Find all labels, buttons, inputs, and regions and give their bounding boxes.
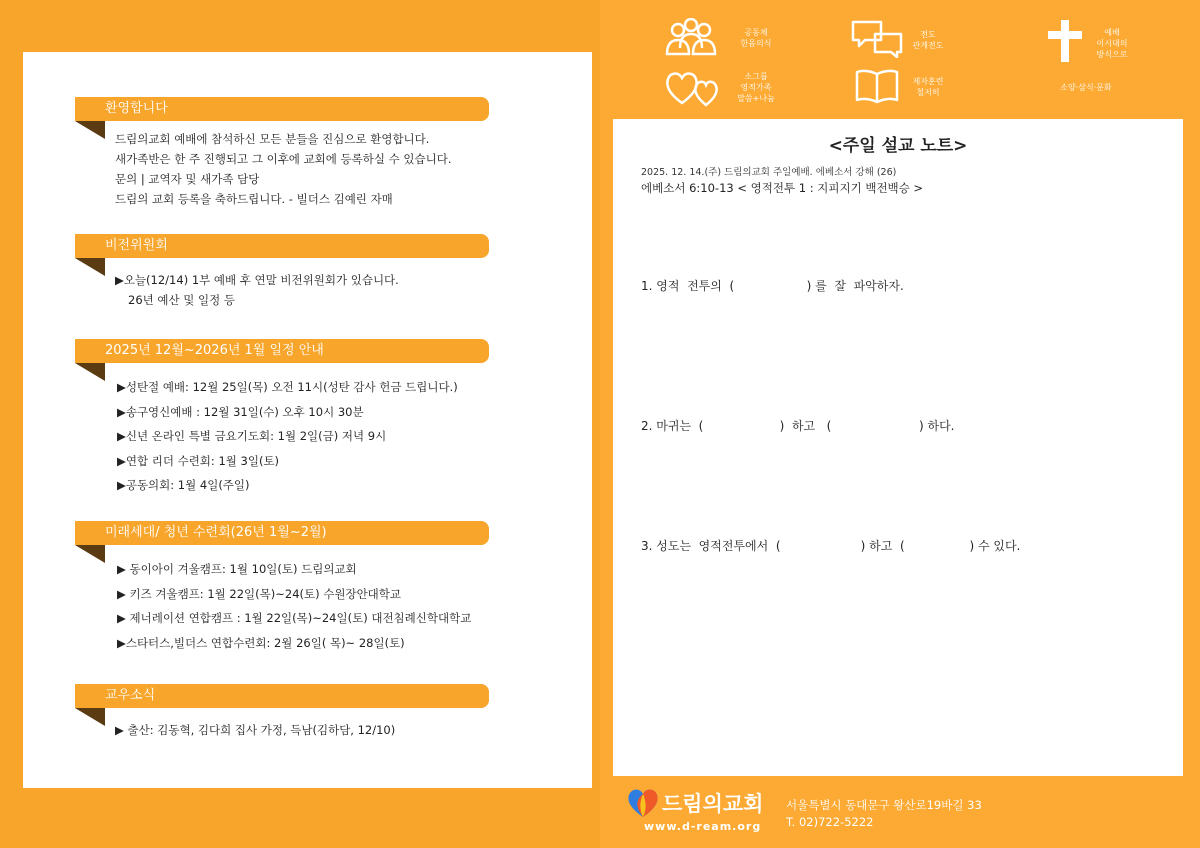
value-label-culture — [1048, 82, 1124, 93]
section-title: 환영합니다 — [75, 97, 489, 121]
label-line: 예배 — [1104, 28, 1120, 37]
text-line: 드림의교회 예배에 참석하신 모든 분들을 진심으로 환영합니다. — [115, 132, 430, 146]
section-title: 비전위원회 — [75, 234, 489, 258]
section-title: 2025년 12월~2026년 1월 일정 안내 — [75, 339, 489, 363]
section-body — [75, 270, 495, 310]
label-line: 방식으로 — [1096, 50, 1128, 59]
label-line: 공동체 — [744, 28, 768, 37]
list-item: ▶신년 온라인 특별 금요기도회: 1월 2일(금) 저녁 9시 — [117, 429, 387, 443]
list-item: ▶ 출산: 김동혁, 김다희 집사 가정, 득남(김하담, 12/10) — [115, 723, 396, 737]
announcements-panel — [23, 52, 592, 788]
value-label — [726, 71, 786, 104]
value-discipleship — [854, 68, 900, 104]
value-label — [726, 27, 786, 49]
list-item: ▶스타터스,빌더스 연합수련회: 2월 26일( 목)~ 28일(토) — [117, 635, 405, 650]
church-address: 서울특별시 동대문구 왕산로19바길 33 — [786, 798, 982, 812]
text-line: 26년 예산 및 일정 등 — [128, 293, 236, 307]
text-line: 새가족반은 한 주 진행되고 그 이후에 교회에 등록하실 수 있습니다. — [115, 152, 452, 166]
label-line: 철저히 — [916, 88, 940, 97]
list-item: ▶공동의회: 1월 4일(주일) — [117, 478, 250, 492]
text-line: 드림의 교회 등록을 축하드립니다. - 빌더스 김예린 자매 — [115, 192, 393, 206]
label-line: 전도 — [920, 30, 936, 39]
section-title: 미래세대/ 청년 수련회(26년 1월~2월) — [75, 521, 489, 545]
section-welcome — [75, 97, 495, 209]
value-label — [898, 76, 958, 98]
label-line: 소양·삼식·문화 — [1060, 83, 1112, 92]
value-label — [1082, 27, 1142, 60]
section-retreats — [75, 521, 495, 655]
value-small-group — [664, 69, 722, 107]
section-vision-committee — [75, 234, 495, 310]
chat-bubbles-icon — [851, 20, 905, 58]
list-item: ▶연합 리더 수련회: 1월 3일(토) — [117, 453, 280, 468]
book-icon — [854, 68, 900, 104]
note-title: <주일 설교 노트> — [828, 136, 968, 156]
label-line: 한몸의식 — [740, 39, 772, 48]
section-title: 교우소식 — [75, 684, 489, 708]
text-line: ▶오늘(12/14) 1부 예배 후 연말 비전위원회가 있습니다. — [115, 273, 399, 287]
sermon-note — [613, 119, 1183, 776]
label-line: 제자훈련 — [912, 77, 944, 86]
section-member-news — [75, 684, 495, 740]
list-item: ▶ 키즈 겨울캠프: 1월 22일(목)~24(토) 수원장안대학교 — [117, 586, 402, 601]
section-body — [75, 375, 495, 498]
value-label — [898, 29, 958, 51]
label-line: 관계전도 — [912, 41, 944, 50]
list-item: ▶ 제너레이션 연합캠프 : 1월 22일(목)~24일(토) 대전침례신학대학교 — [117, 611, 472, 625]
list-item: ▶ 동이아이 겨울캠프: 1월 10일(토) 드림의교회 — [117, 562, 357, 576]
church-logo-icon — [626, 786, 660, 820]
label-line: 이시대의 — [1096, 39, 1128, 48]
text-line: 문의 | 교역자 및 새가족 담당 — [115, 172, 260, 186]
church-phone: T. 02)722-5222 — [786, 815, 874, 829]
section-schedule — [75, 339, 495, 498]
value-community — [664, 18, 718, 56]
cross-icon — [1046, 18, 1084, 64]
list-item: ▶성탄절 예배: 12월 25일(목) 오전 11시(성탄 감사 헌금 드립니다.) — [117, 380, 458, 394]
list-item: ▶송구영신예배 : 12월 31일(수) 오후 10시 30분 — [117, 404, 364, 419]
label-line: 말씀+나눔 — [737, 94, 775, 103]
note-passage: 에베소서 6:10-13 < 영적전투 1 : 지피지기 백전백승 > — [641, 181, 924, 195]
value-evangelism — [851, 20, 905, 58]
hearts-icon — [664, 69, 722, 107]
section-body — [75, 129, 495, 209]
people-icon — [664, 18, 718, 56]
value-worship — [1046, 18, 1084, 64]
section-body — [75, 720, 495, 740]
church-name: 드림의교회 — [662, 792, 764, 816]
note-question-3: 3. 성도는 영적전투에서 ( ) 하고 ( ) 수 있다. — [641, 539, 1021, 553]
section-body — [75, 557, 495, 655]
note-question-2: 2. 마귀는 ( ) 하고 ( ) 하다. — [641, 419, 955, 433]
label-line: 영적가족 — [740, 83, 772, 92]
note-meta: 2025. 12. 14.(주) 드림의교회 주일예배. 에베소서 강해 (26) — [641, 167, 897, 178]
note-question-1: 1. 영적 전투의 ( ) 를 잘 파악하자. — [641, 279, 904, 293]
church-address-block — [786, 797, 982, 831]
label-line: 소그룹 — [744, 72, 768, 81]
church-url[interactable]: www.d-ream.org — [644, 820, 762, 833]
